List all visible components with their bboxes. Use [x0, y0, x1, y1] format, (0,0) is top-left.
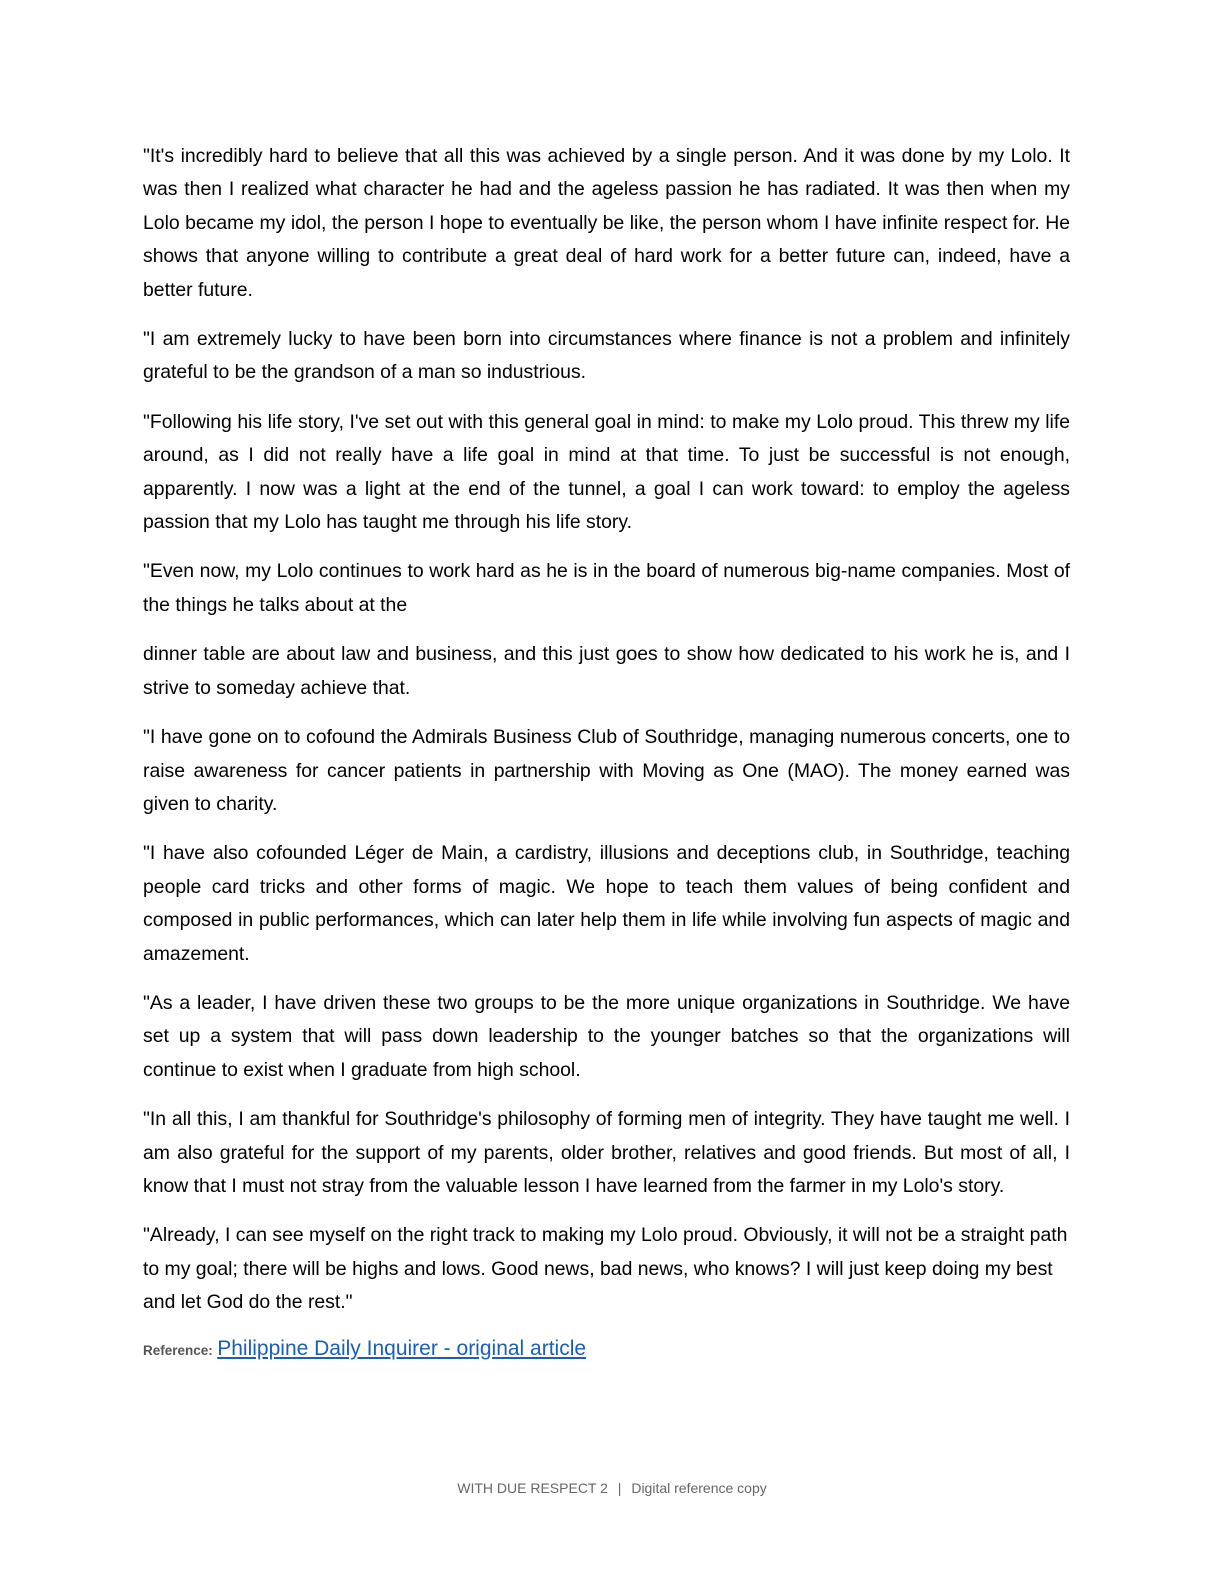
footer-title: WITH DUE RESPECT 2 — [457, 1480, 608, 1496]
footer-separator: | — [617, 1480, 622, 1496]
paragraph-leger-de-main: "I have also cofounded Léger de Main, a cardistry, illusions and deceptions club, in Southridge, teaching people card tricks and other forms of magic. We hope to teach them values of being confident and composed in public performances, which can later help them in life while involving fun aspects of magic and amazement. — [143, 842, 1070, 965]
footer-subtitle: Digital reference copy — [631, 1480, 767, 1496]
reference-label: Reference: — [143, 1342, 213, 1358]
paragraph-lucky: "I am extremely lucky to have been born into circumstances where finance is not a problem and infinitely grateful to be the grandson of a man so industrious. — [143, 328, 1070, 384]
reference-line — [143, 1336, 1070, 1364]
paragraph-dinner-table: dinner table are about law and business, and this just goes to show how dedicated to his work he is, and I strive to someday achieve that. — [143, 643, 1070, 699]
paragraph-leadership: "As a leader, I have driven these two groups to be the more unique organizations in Southridge. We have set up a system that will pass down leadership to the younger batches so that the organizations will continue to exist when I graduate from high school. — [143, 991, 1070, 1081]
paragraph-lolo-idol: "It's incredibly hard to believe that all this was achieved by a single person. And it was done by my Lolo. It was then I realized what character he had and the ageless passion he has radiated. It was then when my Lolo became my idol, the person I hope to eventually be like, the person whom I have infinite respect for. He shows that anyone willing to contribute a great deal of hard work for a better future can, indeed, have a better future. — [143, 145, 1070, 301]
reference-link[interactable]: Philippine Daily Inquirer - original article — [217, 1336, 587, 1360]
paragraph-right-track: "Already, I can see myself on the right track to making my Lolo proud. Obviously, it will not be a straight path to my goal; there will be highs and lows. Good news, bad news, who knows? I will just keep doing my best and let God do the rest." — [143, 1224, 1068, 1314]
paragraph-business-club: "I have gone on to cofound the Admirals Business Club of Southridge, managing numerous concerts, one to raise awareness for cancer patients in partnership with Moving as One (MAO). The money earned was given to charity. — [143, 726, 1070, 815]
paragraph-life-goal: "Following his life story, I've set out with this general goal in mind: to make my Lolo proud. This threw my life around, as I did not really have a life goal in mind at that time. To just be successful is not enough, apparently. I now was a light at the end of the tunnel, a goal I can work toward: to employ the ageless passion that my Lolo has taught me through his life story. — [143, 410, 1070, 534]
paragraph-thankful: "In all this, I am thankful for Southridge's philosophy of forming men of integrity. They have taught me well. I am also grateful for the support of my parents, older brother, relatives and good friends. But most of all, I know that I must not stray from the valuable lesson I have learned from the farmer in my Lolo's story. — [143, 1108, 1070, 1197]
page-footer — [0, 1480, 1224, 1496]
paragraph-board-work: "Even now, my Lolo continues to work hard as he is in the board of numerous big-name companies. Most of the things he talks about at the — [143, 560, 1070, 616]
document-body — [143, 140, 1070, 1364]
